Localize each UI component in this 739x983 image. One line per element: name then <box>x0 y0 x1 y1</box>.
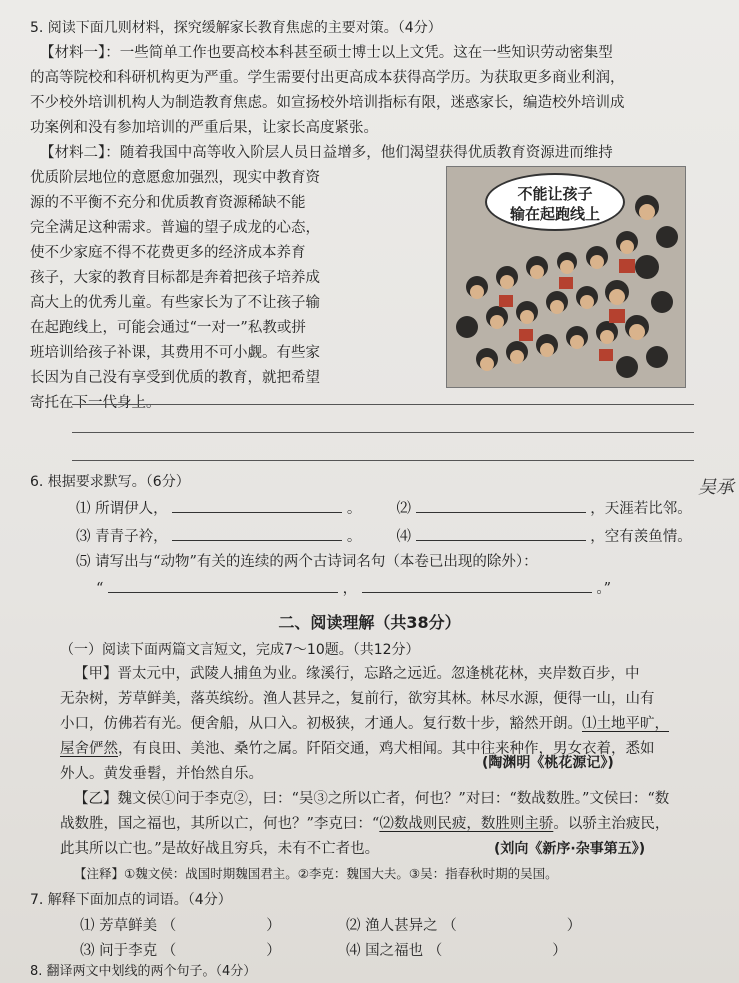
close-paren: ） <box>552 943 567 959</box>
close-paren: ） <box>266 943 281 959</box>
q7-item-3 <box>80 941 340 961</box>
q7-blank-3[interactable] <box>176 941 266 955</box>
q7-item-1 <box>80 916 340 936</box>
q6-blank-6[interactable] <box>362 578 592 593</box>
material-1-line-3: 不少校外培训机构人为制造教育焦虑。如宣扬校外培训指标有限，迷惑家长，编造校外培训成 <box>30 95 625 111</box>
handwritten-note: 吴承 <box>698 477 734 498</box>
q7-blank-1[interactable] <box>176 916 266 930</box>
text-yi-line-1: 【乙】魏文侯①问于李克②，曰：“吴③之所以亡者，何也？”对曰：“数战数胜。”文侯曰：“数 <box>74 791 670 807</box>
q6-blank-2[interactable] <box>416 498 586 513</box>
bubble-line-1: 不能让孩子 <box>517 185 593 203</box>
material-1-line-1: 【材料一】：一些简单工作也要高校本科甚至硕士博士以上文凭。这在一些知识劳动密集型 <box>40 45 613 61</box>
material-2-line-3: 源的不平衡不充分和优质教育资源稀缺不能 <box>30 195 306 211</box>
q6-item-1-prompt: ⑴ 所谓伊人， <box>76 501 168 517</box>
close-paren: ） <box>266 918 281 934</box>
q6-item-2-text: ，天涯若比邻。 <box>590 501 692 517</box>
q6-title: 6. 根据要求默写。（6分） <box>30 474 190 490</box>
q6-item-3-prompt: ⑶ 青青子衿， <box>76 529 168 545</box>
q7-item-2-label: ⑵ 渔人甚异之 （ <box>346 918 457 934</box>
answer-line-1[interactable] <box>72 404 694 405</box>
close-quote: 。” <box>596 581 612 597</box>
text-yi-line-2-start: 战数胜，国之福也，其所以亡，何也？”李克曰：“ <box>60 816 380 832</box>
underlined-sentence-1b: 屋舍俨然 <box>60 741 118 757</box>
text-jia-line-1: 【甲】晋太元中，武陵人捕鱼为业。缘溪行，忘路之远近。忽逢桃花林，夹岸数百步，中 <box>74 666 640 682</box>
q6-blank-5[interactable] <box>108 578 338 593</box>
speech-bubble <box>485 173 625 231</box>
q6-blank-3[interactable] <box>172 526 342 541</box>
text-jia-line-2: 无杂树，芳草鲜美，落英缤纷。渔人甚异之，复前行，欲穷其林。林尽水源，便得一山，山有 <box>60 691 655 707</box>
material-2-line-11: 寄托在下一代身上。 <box>30 395 161 411</box>
text-yi-line-2 <box>60 814 700 834</box>
text-yi-line-3: 此其所以亡也。”是故好战且穷兵，未有不亡者也。 <box>60 841 380 857</box>
q7-blank-2[interactable] <box>457 916 567 930</box>
open-quote: “ <box>96 581 104 597</box>
q6-item-2-number: ⑵ <box>396 501 412 517</box>
material-2-line-7: 高大上的优秀儿童。有些家长为了不让孩子输 <box>30 295 320 311</box>
text-jia-line-5: 外人。黄发垂髫，并怡然自乐。 <box>60 766 263 782</box>
source-jia: (陶渊明《桃花源记》) <box>482 755 614 771</box>
answer-line-2[interactable] <box>72 432 694 433</box>
bubble-line-2: 输在起跑线上 <box>509 205 600 223</box>
section-2-intro: （一）阅读下面两篇文言短文，完成7～10题。（共12分） <box>60 642 420 658</box>
comma: ， <box>342 581 358 597</box>
underlined-sentence-2: ⑵数战则民疲，数胜则主骄 <box>379 816 554 832</box>
answer-line-3[interactable] <box>72 460 694 461</box>
material-2-line-2: 优质阶层地位的意愿愈加强烈，现实中教育资 <box>30 170 320 186</box>
cartoon-illustration <box>446 166 686 388</box>
q7-item-3-label: ⑶ 问于李克 （ <box>80 943 177 959</box>
q6-blank-4[interactable] <box>416 526 586 541</box>
q6-blank-1[interactable] <box>172 498 342 513</box>
close-paren: ） <box>566 918 582 934</box>
material-2-line-6: 孩子，大家的教育目标都是奔着把孩子培养成 <box>30 270 320 286</box>
source-yi: (刘向《新序·杂事第五》) <box>494 841 646 857</box>
text-jia-line-4-rest: ，有良田、美池、桑竹之属。阡陌交通，鸡犬相闻。其中往来种作，男女衣着，悉如 <box>118 741 655 757</box>
q6-item-5: ⑸ 请写出与“动物”有关的连续的两个古诗词名句（本卷已出现的除外）： <box>76 554 538 570</box>
q6-row-5 <box>96 578 696 599</box>
material-2-line-4: 完全满足这种需求。普遍的望子成龙的心态， <box>30 220 320 236</box>
q7-item-4 <box>346 941 646 961</box>
q7-item-2 <box>346 916 646 936</box>
text-jia-line-3 <box>60 714 700 734</box>
q6-item-4-text: ，空有羡鱼情。 <box>590 529 692 545</box>
q7-title: 7. 解释下面加点的词语。（4分） <box>30 892 232 908</box>
q6-item-4-number: ⑷ <box>396 529 412 545</box>
q7-item-1-label: ⑴ 芳草鲜美 （ <box>80 918 177 934</box>
material-2-line-10: 长因为自己没有享受到优质的教育，就把希望 <box>30 370 320 386</box>
material-2-line-9: 班培训给孩子补课，其费用不可小觑。有些家 <box>30 345 320 361</box>
q7-blank-4[interactable] <box>442 941 552 955</box>
material-2-line-1: 【材料二】：随着我国中高等收入阶层人员日益增多，他们渴望获得优质教育资源进而维持 <box>40 145 613 161</box>
q7-item-4-label: ⑷ 国之福也 （ <box>346 943 443 959</box>
text-jia-line-3-main: 小口，仿佛若有光。便舍船，从口入。初极狭，才通人。复行数十步，豁然开朗。 <box>60 716 582 732</box>
material-1-line-4: 功案例和没有参加培训的严重后果，让家长高度紧张。 <box>30 120 378 136</box>
material-1-line-2: 的高等院校和科研机构更为严重。学生需要付出更高成本获得高学历。为获取更多商业利润， <box>30 70 625 86</box>
q5-title: 5. 阅读下面几则材料，探究缓解家长教育焦虑的主要对策。（4分） <box>30 20 442 36</box>
q8-title: 8. 翻译两文中划线的两个句子。（4分） <box>30 964 257 979</box>
annotation-note: 【注释】①魏文侯：战国时期魏国君主。②李克：魏国大夫。③吴：指春秋时期的吴国。 <box>74 866 558 881</box>
text-yi-line-2-end: 。以骄主治疲民， <box>553 816 670 832</box>
underlined-sentence-1a: ⑴土地平旷， <box>582 716 669 732</box>
material-2-line-5: 使不少家庭不得不花费更多的经济成本养育 <box>30 245 306 261</box>
q6-dot: 。 <box>346 501 362 517</box>
q6-row-2 <box>76 526 696 547</box>
q6-dot: 。 <box>346 529 362 545</box>
q6-row-1 <box>76 498 696 519</box>
material-2-line-8: 在起跑线上，可能会通过“一对一”私教或拼 <box>30 320 306 336</box>
section-2-title: 二、阅读理解（共38分） <box>278 613 461 632</box>
